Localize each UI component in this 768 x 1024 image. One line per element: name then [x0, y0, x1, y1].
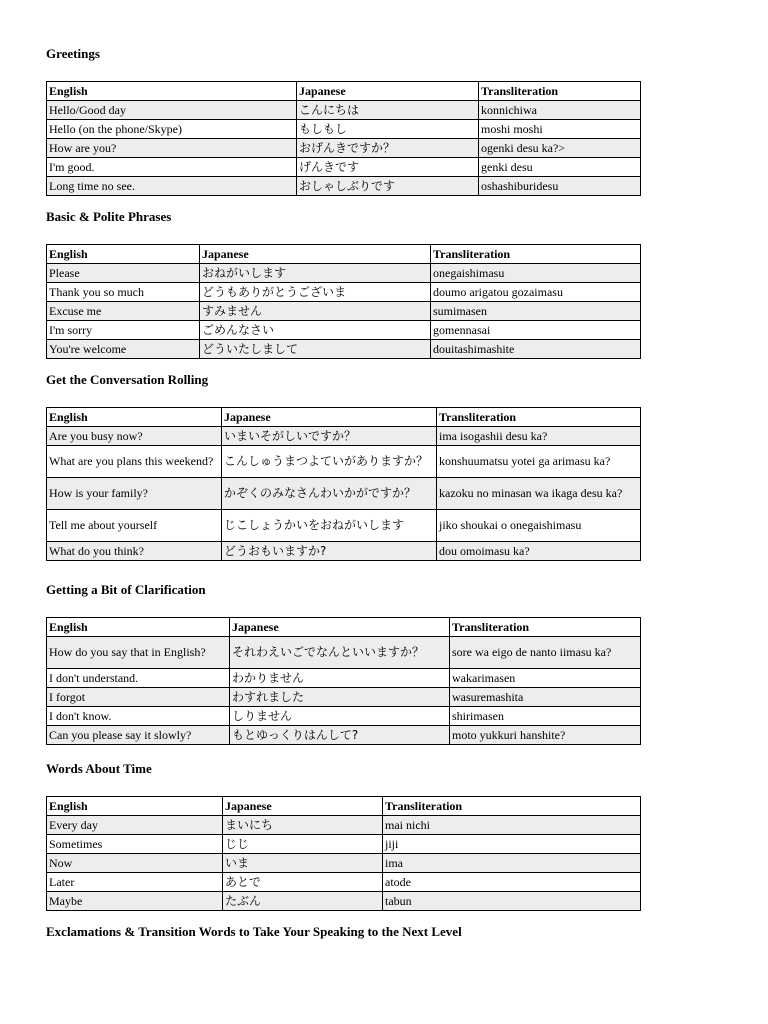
- japanese-cell: じじ: [223, 835, 383, 854]
- column-header-japanese: Japanese: [223, 797, 383, 816]
- japanese-cell: もしもし: [297, 120, 479, 139]
- english-cell: Long time no see.: [47, 177, 297, 196]
- table-row: [47, 478, 641, 510]
- transliteration-cell: ima: [383, 854, 641, 873]
- table-row: [47, 726, 641, 745]
- column-header-japanese: Japanese: [230, 618, 450, 637]
- section-heading-conversation-rolling: Get the Conversation Rolling: [46, 372, 209, 387]
- english-cell: I'm sorry: [47, 321, 200, 340]
- column-header-japanese: Japanese: [297, 82, 479, 101]
- table-row: [47, 321, 641, 340]
- japanese-cell: こんしゅうまつよていがありますか？: [222, 446, 437, 478]
- japanese-cell: おげんきですか？: [297, 139, 479, 158]
- transliteration-cell: wasuremashita: [450, 688, 641, 707]
- table-row: [47, 158, 641, 177]
- english-cell: Later: [47, 873, 223, 892]
- japanese-cell: まいにち: [223, 816, 383, 835]
- english-cell: I don't know.: [47, 707, 230, 726]
- transliteration-cell: onegaishimasu: [431, 264, 641, 283]
- table-row: [47, 637, 641, 669]
- japanese-cell: こんにちは: [297, 101, 479, 120]
- japanese-cell: おしゃしぶりです: [297, 177, 479, 196]
- transliteration-cell: dou omoimasu ka?: [437, 542, 641, 561]
- table-row: [47, 892, 641, 911]
- english-cell: You're welcome: [47, 340, 200, 359]
- japanese-cell: もとゆっくりはんして?: [230, 726, 450, 745]
- table-row: [47, 854, 641, 873]
- table-row: [47, 835, 641, 854]
- table-row: [47, 816, 641, 835]
- column-header-english: English: [47, 797, 223, 816]
- transliteration-cell: sumimasen: [431, 302, 641, 321]
- transliteration-cell: shirimasen: [450, 707, 641, 726]
- words-about-time-table: [46, 796, 641, 911]
- section-heading-greetings: Greetings: [46, 46, 100, 61]
- table-header-row: [47, 408, 641, 427]
- english-cell: Excuse me: [47, 302, 200, 321]
- section-heading-basic-polite-phrases: Basic & Polite Phrases: [46, 209, 172, 224]
- table-row: [47, 688, 641, 707]
- greetings-table: [46, 81, 641, 196]
- transliteration-cell: genki desu: [479, 158, 641, 177]
- english-cell: Please: [47, 264, 200, 283]
- column-header-transliteration: Transliteration: [431, 245, 641, 264]
- japanese-cell: あとで: [223, 873, 383, 892]
- transliteration-cell: wakarimasen: [450, 669, 641, 688]
- column-header-english: English: [47, 82, 297, 101]
- japanese-cell: いまいそがしいですか？: [222, 427, 437, 446]
- table-row: [47, 427, 641, 446]
- english-cell: I forgot: [47, 688, 230, 707]
- table-row: [47, 542, 641, 561]
- column-header-english: English: [47, 408, 222, 427]
- column-header-transliteration: Transliteration: [479, 82, 641, 101]
- column-header-english: English: [47, 618, 230, 637]
- table-row: [47, 283, 641, 302]
- japanese-cell: どうおもいますか?: [222, 542, 437, 561]
- column-header-transliteration: Transliteration: [450, 618, 641, 637]
- transliteration-cell: tabun: [383, 892, 641, 911]
- japanese-cell: げんきです: [297, 158, 479, 177]
- table-header-row: [47, 82, 641, 101]
- japanese-cell: しりません: [230, 707, 450, 726]
- english-cell: Sometimes: [47, 835, 223, 854]
- column-header-japanese: Japanese: [222, 408, 437, 427]
- japanese-cell: どうもありがとうございま: [200, 283, 431, 302]
- transliteration-cell: moshi moshi: [479, 120, 641, 139]
- table-row: [47, 340, 641, 359]
- english-cell: How do you say that in English?: [47, 637, 230, 669]
- english-cell: Maybe: [47, 892, 223, 911]
- english-cell: Hello/Good day: [47, 101, 297, 120]
- english-cell: How are you?: [47, 139, 297, 158]
- basic-polite-phrases-table: [46, 244, 641, 359]
- japanese-cell: かぞくのみなさんわいかがですか？: [222, 478, 437, 510]
- table-header-row: [47, 245, 641, 264]
- english-cell: Now: [47, 854, 223, 873]
- table-row: [47, 139, 641, 158]
- transliteration-cell: douitashimashite: [431, 340, 641, 359]
- column-header-transliteration: Transliteration: [437, 408, 641, 427]
- japanese-cell: わすれました: [230, 688, 450, 707]
- column-header-transliteration: Transliteration: [383, 797, 641, 816]
- transliteration-cell: ima isogashii desu ka?: [437, 427, 641, 446]
- conversation-rolling-table: [46, 407, 641, 561]
- japanese-cell: すみません: [200, 302, 431, 321]
- english-cell: What do you think?: [47, 542, 222, 561]
- section-heading-exclamations: Exclamations & Transition Words to Take Your Speaking to the Next Level: [46, 924, 462, 939]
- transliteration-cell: sore wa eigo de nanto iimasu ka?: [450, 637, 641, 669]
- transliteration-cell: kazoku no minasan wa ikaga desu ka?: [437, 478, 641, 510]
- table-row: [47, 302, 641, 321]
- english-cell: I'm good.: [47, 158, 297, 177]
- table-row: [47, 669, 641, 688]
- clarification-table: [46, 617, 641, 745]
- transliteration-cell: konshuumatsu yotei ga arimasu ka?: [437, 446, 641, 478]
- table-row: [47, 264, 641, 283]
- transliteration-cell: gomennasai: [431, 321, 641, 340]
- japanese-cell: ごめんなさい: [200, 321, 431, 340]
- english-cell: Every day: [47, 816, 223, 835]
- table-row: [47, 446, 641, 478]
- column-header-english: English: [47, 245, 200, 264]
- english-cell: What are you plans this weekend?: [47, 446, 222, 478]
- section-heading-clarification: Getting a Bit of Clarification: [46, 582, 206, 597]
- english-cell: Hello (on the phone/Skype): [47, 120, 297, 139]
- japanese-cell: じこしょうかいをおねがいします: [222, 510, 437, 542]
- table-row: [47, 120, 641, 139]
- table-row: [47, 873, 641, 892]
- transliteration-cell: jiji: [383, 835, 641, 854]
- transliteration-cell: moto yukkuri hanshite?: [450, 726, 641, 745]
- transliteration-cell: ogenki desu ka?>: [479, 139, 641, 158]
- table-header-row: [47, 797, 641, 816]
- table-header-row: [47, 618, 641, 637]
- english-cell: Can you please say it slowly?: [47, 726, 230, 745]
- transliteration-cell: mai nichi: [383, 816, 641, 835]
- transliteration-cell: doumo arigatou gozaimasu: [431, 283, 641, 302]
- english-cell: I don't understand.: [47, 669, 230, 688]
- table-row: [47, 510, 641, 542]
- column-header-japanese: Japanese: [200, 245, 431, 264]
- table-row: [47, 101, 641, 120]
- japanese-cell: たぶん: [223, 892, 383, 911]
- japanese-cell: わかりません: [230, 669, 450, 688]
- japanese-cell: それわえいごでなんといいますか？: [230, 637, 450, 669]
- table-row: [47, 177, 641, 196]
- japanese-cell: いま: [223, 854, 383, 873]
- japanese-cell: おねがいします: [200, 264, 431, 283]
- english-cell: How is your family?: [47, 478, 222, 510]
- transliteration-cell: jiko shoukai o onegaishimasu: [437, 510, 641, 542]
- japanese-cell: どういたしまして: [200, 340, 431, 359]
- table-row: [47, 707, 641, 726]
- english-cell: Are you busy now?: [47, 427, 222, 446]
- english-cell: Thank you so much: [47, 283, 200, 302]
- english-cell: Tell me about yourself: [47, 510, 222, 542]
- transliteration-cell: oshashiburidesu: [479, 177, 641, 196]
- transliteration-cell: atode: [383, 873, 641, 892]
- transliteration-cell: konnichiwa: [479, 101, 641, 120]
- section-heading-words-about-time: Words About Time: [46, 761, 152, 776]
